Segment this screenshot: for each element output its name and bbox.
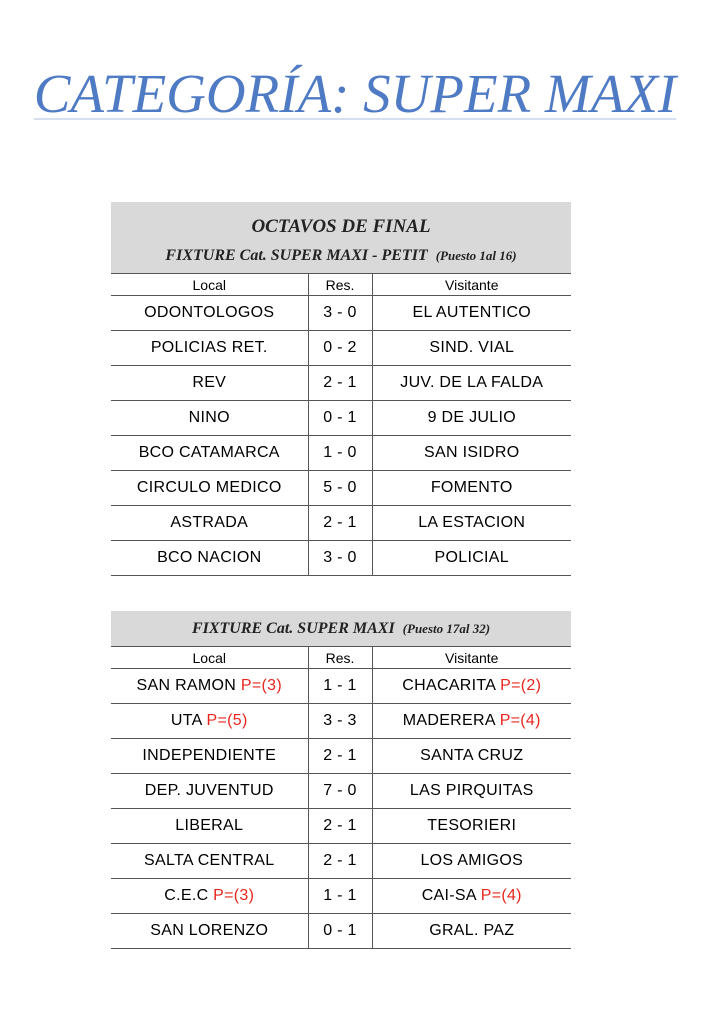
fixture-table-petit — [111, 202, 571, 576]
visitor-team: GRAL. PAZ — [429, 922, 515, 939]
local-team: CIRCULO MEDICO — [136, 479, 282, 496]
header-visitante: Visitante — [372, 274, 571, 296]
table-row — [111, 471, 571, 506]
fixture-title — [111, 238, 571, 274]
page-title: CATEGORÍA: SUPER MAXI — [33, 63, 677, 124]
local-team: BCO CATAMARCA — [138, 444, 280, 461]
result-cell — [308, 471, 372, 506]
result: 3 - 0 — [323, 549, 357, 566]
visitor-penalties: P=(2) — [500, 677, 542, 694]
local-team: ODONTOLOGOS — [144, 304, 275, 321]
local-team-cell — [111, 914, 308, 949]
visitor-team-cell — [372, 844, 571, 879]
local-team: INDEPENDIENTE — [142, 747, 277, 764]
visitor-team-cell — [372, 471, 571, 506]
local-team-cell — [111, 436, 308, 471]
result-cell — [308, 296, 372, 331]
result: 1 - 1 — [323, 677, 357, 694]
local-team-cell — [111, 401, 308, 436]
result-cell — [308, 669, 372, 704]
result-cell — [308, 879, 372, 914]
local-team: LIBERAL — [175, 817, 244, 834]
visitor-team: CAI-SA — [421, 887, 476, 904]
result: 2 - 1 — [323, 514, 357, 531]
visitor-team: TESORIERI — [427, 817, 517, 834]
result: 7 - 0 — [323, 782, 357, 799]
result-cell — [308, 541, 372, 576]
column-header-row — [111, 647, 571, 669]
table-row — [111, 669, 571, 704]
local-team-cell — [111, 669, 308, 704]
visitor-team: SIND. VIAL — [429, 339, 515, 356]
result: 3 - 0 — [323, 304, 357, 321]
table-row — [111, 809, 571, 844]
visitor-team: CHACARITA — [402, 677, 496, 694]
local-team-cell — [111, 296, 308, 331]
table-row — [111, 296, 571, 331]
result: 2 - 1 — [323, 817, 357, 834]
result: 1 - 1 — [323, 887, 357, 904]
table-row — [111, 914, 571, 949]
result-cell — [308, 506, 372, 541]
visitor-team: LA ESTACION — [418, 514, 526, 531]
visitor-team: MADERERA — [402, 712, 495, 729]
header-res: Res. — [308, 274, 372, 296]
table-row — [111, 541, 571, 576]
column-header-row — [111, 274, 571, 296]
header-res: Res. — [308, 647, 372, 669]
fixture-name: FIXTURE Cat. SUPER MAXI - PETIT — [165, 246, 428, 264]
local-team: SAN LORENZO — [150, 922, 269, 939]
visitor-penalties: P=(4) — [480, 887, 522, 904]
visitor-team: EL AUTENTICO — [412, 304, 532, 321]
visitor-team: LAS PIRQUITAS — [409, 782, 534, 799]
visitor-team-cell — [372, 366, 571, 401]
table-row — [111, 331, 571, 366]
local-penalties: P=(3) — [240, 677, 282, 694]
result-cell — [308, 914, 372, 949]
local-team-cell — [111, 366, 308, 401]
visitor-team-cell — [372, 401, 571, 436]
visitor-team-cell — [372, 296, 571, 331]
local-team: POLICIAS RET. — [150, 339, 268, 356]
result: 2 - 1 — [323, 374, 357, 391]
visitor-team-cell — [372, 704, 571, 739]
result: 0 - 1 — [323, 409, 357, 426]
local-penalties: P=(3) — [213, 887, 255, 904]
local-team-cell — [111, 506, 308, 541]
table-row — [111, 844, 571, 879]
visitor-penalties: P=(4) — [499, 712, 541, 729]
visitor-team: 9 DE JULIO — [427, 409, 516, 426]
fixture-range: (Puesto 17al 32) — [402, 620, 491, 636]
fixture-table-super-maxi — [111, 611, 571, 949]
visitor-team: FOMENTO — [430, 479, 513, 496]
fixture-name: FIXTURE Cat. SUPER MAXI — [191, 619, 395, 637]
local-team-cell — [111, 844, 308, 879]
result-cell — [308, 436, 372, 471]
result-cell — [308, 331, 372, 366]
local-team-cell — [111, 774, 308, 809]
table-row — [111, 739, 571, 774]
result: 2 - 1 — [323, 747, 357, 764]
result: 2 - 1 — [323, 852, 357, 869]
table-row — [111, 506, 571, 541]
visitor-team: JUV. DE LA FALDA — [400, 374, 544, 391]
local-team-cell — [111, 471, 308, 506]
visitor-team-cell — [372, 809, 571, 844]
local-team: NINO — [188, 409, 230, 426]
result-cell — [308, 739, 372, 774]
result-cell — [308, 809, 372, 844]
result-cell — [308, 704, 372, 739]
result-cell — [308, 774, 372, 809]
local-team: UTA — [170, 712, 202, 729]
visitor-team-cell — [372, 436, 571, 471]
table-row — [111, 436, 571, 471]
local-team-cell — [111, 739, 308, 774]
stage-title: OCTAVOS DE FINAL — [111, 202, 571, 238]
table-row — [111, 879, 571, 914]
visitor-team-cell — [372, 879, 571, 914]
result: 1 - 0 — [323, 444, 357, 461]
result-cell — [308, 366, 372, 401]
local-team: REV — [192, 374, 227, 391]
header-visitante: Visitante — [372, 647, 571, 669]
result: 0 - 1 — [323, 922, 357, 939]
local-team: SAN RAMON — [136, 677, 237, 694]
table-row — [111, 774, 571, 809]
visitor-team-cell — [372, 669, 571, 704]
result: 0 - 2 — [323, 339, 357, 356]
table-row — [111, 366, 571, 401]
result-cell — [308, 401, 372, 436]
visitor-team-cell — [372, 506, 571, 541]
visitor-team: SAN ISIDRO — [424, 444, 520, 461]
local-team-cell — [111, 809, 308, 844]
visitor-team-cell — [372, 774, 571, 809]
result: 5 - 0 — [323, 479, 357, 496]
local-team: BCO NACION — [157, 549, 262, 566]
local-penalties: P=(5) — [206, 712, 248, 729]
visitor-team: POLICIAL — [434, 549, 509, 566]
visitor-team: SANTA CRUZ — [420, 747, 524, 764]
local-team: DEP. JUVENTUD — [144, 782, 274, 799]
local-team: C.E.C — [164, 887, 209, 904]
local-team-cell — [111, 704, 308, 739]
local-team-cell — [111, 541, 308, 576]
result: 3 - 3 — [323, 712, 357, 729]
local-team: SALTA CENTRAL — [144, 852, 275, 869]
table-row — [111, 401, 571, 436]
result-cell — [308, 844, 372, 879]
visitor-team-cell — [372, 331, 571, 366]
header-local: Local — [111, 647, 308, 669]
visitor-team-cell — [372, 739, 571, 774]
local-team-cell — [111, 331, 308, 366]
visitor-team: LOS AMIGOS — [420, 852, 524, 869]
table-row — [111, 704, 571, 739]
fixture-title — [111, 611, 571, 647]
fixture-range: (Puesto 1al 16) — [435, 247, 517, 263]
local-team-cell — [111, 879, 308, 914]
local-team: ASTRADA — [170, 514, 249, 531]
visitor-team-cell — [372, 914, 571, 949]
header-local: Local — [111, 274, 308, 296]
visitor-team-cell — [372, 541, 571, 576]
